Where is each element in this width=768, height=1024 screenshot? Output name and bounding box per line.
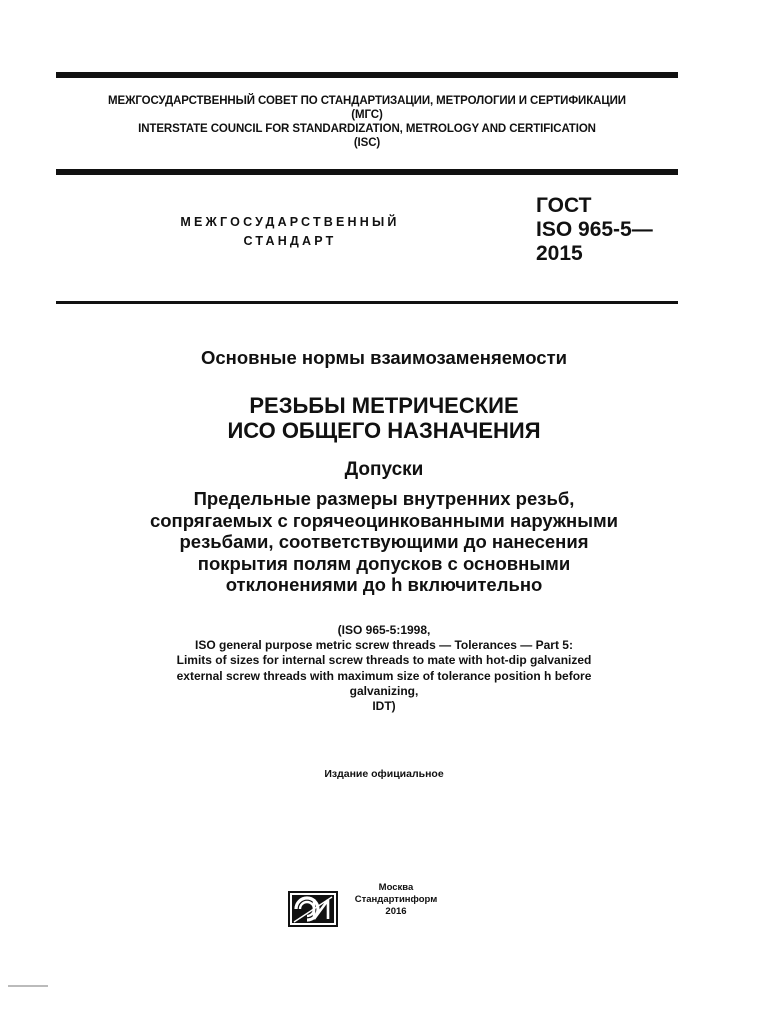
iso-line3: Limits of sizes for internal screw threads to mate with hot-dip galvanized (176, 653, 592, 668)
description-line5: отклонениями до h включительно (225, 574, 543, 595)
iso-reference (40, 623, 728, 714)
section-text: Допуски (344, 459, 424, 480)
title-line2: ИСО ОБЩЕГО НАЗНАЧЕНИЯ (227, 418, 541, 443)
standard-type-line1: МЕЖГОСУДАРСТВЕННЫЙ (180, 215, 400, 229)
document-title (40, 393, 728, 443)
council-name-en: INTERSTATE COUNCIL FOR STANDARDIZATION, METROLOGY AND CERTIFICATION (138, 123, 596, 135)
publisher-city: Москва (378, 882, 414, 893)
title-line1: РЕЗЬБЫ МЕТРИЧЕСКИЕ (249, 393, 519, 418)
document-subtitle (40, 346, 728, 370)
gost-line2: ISO 965-5— (536, 218, 653, 241)
council-abbr-ru: (МГС) (351, 109, 383, 121)
description-line4: покрытия полям допусков с основными (197, 552, 571, 574)
iso-line1: (ISO 965-5:1998, (337, 623, 431, 637)
scan-corner-mark (8, 985, 48, 987)
council-abbr-en: (ISC) (353, 137, 381, 149)
description-line1: Предельные размеры внутренних резьб, (193, 488, 575, 509)
designation-rule (56, 301, 678, 304)
publisher-year: 2016 (385, 906, 407, 917)
gost-line3: 2015 (536, 242, 583, 265)
standard-type-line2: СТАНДАРТ (243, 234, 337, 248)
iso-line2: ISO general purpose metric screw threads — Tolerances — Part 5: (195, 638, 573, 653)
standard-type (120, 213, 460, 251)
description-line3: резьбами, соответствующими до нанесения (179, 531, 589, 552)
subtitle-text: Основные нормы взаимозаменяемости (200, 347, 568, 368)
iso-line5: galvanizing, (349, 683, 419, 698)
iso-line6: IDT) (372, 699, 396, 714)
council-rule (56, 169, 678, 175)
publisher-block (338, 882, 454, 918)
description-line2: сопрягаемых с горячеоцинкованными наружными (149, 509, 619, 531)
council-name-ru: МЕЖГОСУДАРСТВЕННЫЙ СОВЕТ ПО СТАНДАРТИЗАЦИИ, МЕТРОЛОГИИ И СЕРТИФИКАЦИИ (108, 95, 626, 107)
scope-description (40, 488, 728, 596)
iso-line4: external screw threads with maximum size of tolerance position h before (176, 668, 592, 683)
council-header (56, 94, 678, 150)
standartinform-logo-icon (288, 891, 338, 927)
edition-text: Издание официальное (324, 768, 444, 780)
top-rule (56, 72, 678, 78)
edition-note (40, 767, 728, 781)
section-heading (40, 458, 728, 482)
gost-line1: ГОСТ (536, 194, 592, 217)
publisher-name: Стандартинформ (354, 894, 438, 905)
gost-designation (536, 194, 653, 266)
